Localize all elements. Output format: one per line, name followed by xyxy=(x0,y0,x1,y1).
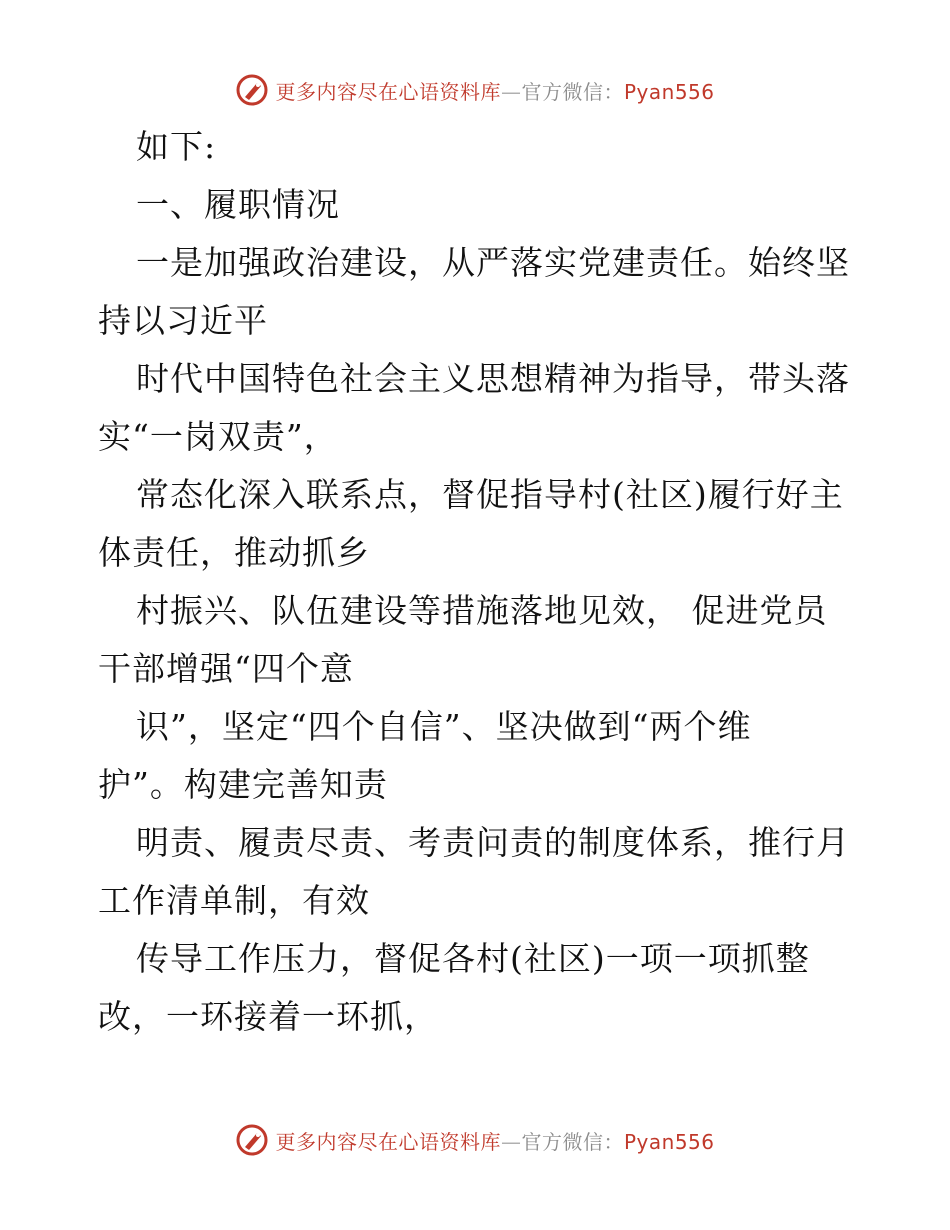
paragraph-line: 传导工作压力，督促各村(社区)一项一项抓整 xyxy=(136,939,810,978)
footer-watermark xyxy=(0,1120,950,1160)
paragraph-line: 实“一岗双责”， xyxy=(98,417,338,456)
wechat-id: Pyan556 xyxy=(623,1129,715,1154)
paragraph-line: 时代中国特色社会主义思想精神为指导，带头落 xyxy=(136,359,850,398)
paragraph-line: 明责、履责尽责、考责问责的制度体系，推行月 xyxy=(136,823,850,862)
brand-text: 更多内容尽在心语资料库 xyxy=(275,1129,501,1154)
brand-text: 更多内容尽在心语资料库 xyxy=(275,79,501,104)
brand-dash: — xyxy=(500,79,522,104)
wechat-label: 官方微信： xyxy=(521,1129,624,1154)
pen-nib-seal-icon xyxy=(235,73,269,107)
section-heading: 一、履职情况 xyxy=(136,185,340,224)
paragraph-line: 村振兴、队伍建设等措施落地见效， 促进党员 xyxy=(136,591,828,630)
paragraph-line: 护”。构建完善知责 xyxy=(98,765,388,804)
paragraph-line: 干部增强“四个意 xyxy=(98,649,354,688)
paragraph-line: 如下: xyxy=(136,127,217,166)
paragraph-line: 常态化深入联系点，督促指导村(社区)履行好主 xyxy=(136,475,844,514)
paragraph-line: 一是加强政治建设，从严落实党建责任。始终坚 xyxy=(136,243,850,282)
brand-dash: — xyxy=(500,1129,522,1154)
paragraph-line: 工作清单制，有效 xyxy=(98,881,370,920)
document-body xyxy=(98,118,858,1046)
header-watermark xyxy=(0,70,950,110)
pen-nib-seal-icon xyxy=(235,1123,269,1157)
wechat-label: 官方微信： xyxy=(521,79,624,104)
wechat-id: Pyan556 xyxy=(623,79,715,104)
paragraph-line: 改，一环接着一环抓， xyxy=(98,997,438,1036)
paragraph-line: 持以习近平 xyxy=(98,301,268,340)
paragraph-line: 体责任，推动抓乡 xyxy=(98,533,370,572)
watermark-text xyxy=(275,1126,714,1155)
watermark-text xyxy=(275,76,714,105)
paragraph-line: 识”，坚定“四个自信”、坚决做到“两个维 xyxy=(136,707,752,746)
